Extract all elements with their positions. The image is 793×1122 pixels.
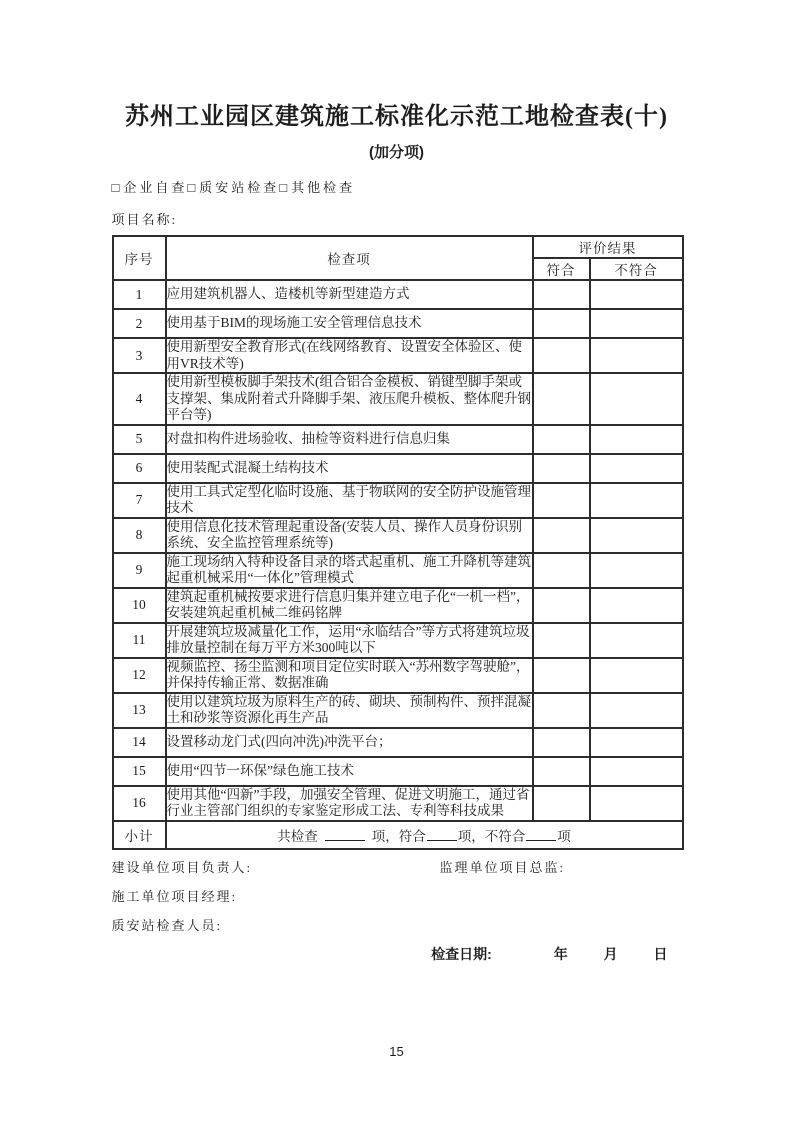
- nonconform-cell: [590, 623, 683, 658]
- conform-cell: [533, 757, 590, 786]
- check-option: [187, 180, 279, 195]
- signature-row-2: [112, 886, 682, 905]
- check-option: [112, 180, 188, 195]
- table-row: [113, 757, 683, 786]
- conform-cell: [533, 309, 590, 338]
- nonconform-header: 不符合: [590, 258, 683, 280]
- row-no: 1: [113, 280, 166, 309]
- nonconform-cell: [590, 309, 683, 338]
- checkbox-icon: □: [111, 180, 123, 195]
- row-no: 14: [113, 728, 166, 757]
- day-label: 日: [653, 945, 668, 962]
- result-header: 评价结果: [533, 236, 683, 258]
- table-row: [113, 588, 683, 623]
- table-row: [113, 786, 683, 821]
- row-no: 6: [113, 454, 166, 483]
- row-text: 建筑起重机械按要求进行信息归集并建立电子化“一机一档”，安装建筑起重机械二维码铭牌: [166, 588, 533, 623]
- nonconform-cell: [590, 786, 683, 821]
- row-text: 对盘扣构件进场验收、抽检等资料进行信息归集: [166, 425, 533, 454]
- row-text: 使用新型安全教育形式(在线网络教育、设置安全体验区、使用VR技术等): [166, 338, 533, 373]
- project-name-label: 项目名称:: [111, 212, 178, 227]
- supervisor-signature-label: 监理单位项目总监:: [439, 859, 566, 875]
- table-row: [113, 728, 683, 757]
- nonconform-cell: [590, 454, 683, 483]
- row-no: 9: [113, 553, 166, 588]
- row-text: 使用其他“四新”手段，加强安全管理、促进文明施工，通过省行业主管部门组织的专家鉴定形成工法、专利等科技成果: [166, 786, 533, 821]
- conform-cell: [533, 425, 590, 454]
- nonconform-cell: [590, 588, 683, 623]
- conform-cell: [533, 518, 590, 553]
- check-option-label: 质安站检查: [199, 180, 280, 195]
- row-text: 施工现场纳入特种设备目录的塔式起重机、施工升降机等建筑起重机械采用“一体化”管理模式: [166, 553, 533, 588]
- conform-cell: [533, 728, 590, 757]
- nonconform-cell: [590, 483, 683, 518]
- conform-cell: [533, 373, 590, 425]
- qa-signature-label: 质安站检查人员:: [111, 917, 223, 933]
- conform-cell: [533, 454, 590, 483]
- subtotal-blank-conform: [427, 828, 457, 841]
- table-row: [113, 309, 683, 338]
- row-text: 使用信息化技术管理起重设备(安装人员、操作人员身份识别系统、安全监控管理系统等): [166, 518, 533, 553]
- nonconform-cell: [590, 373, 683, 425]
- header-row-1: [113, 236, 683, 258]
- row-text: 使用“四节一环保”绿色施工技术: [166, 757, 533, 786]
- subtotal-label: 小计: [113, 821, 166, 849]
- conform-cell: [533, 280, 590, 309]
- row-text: 使用以建筑垃圾为原料生产的砖、砌块、预制构件、预拌混凝土和砂浆等资源化再生产品: [166, 693, 533, 728]
- row-text: 视频监控、扬尘监测和项目定位实时联入“苏州数字驾驶舱”，并保持传输正常、数据准确: [166, 658, 533, 693]
- row-no: 11: [113, 623, 166, 658]
- conform-cell: [533, 693, 590, 728]
- subtotal-part2: 项，符合: [371, 828, 426, 844]
- check-option-label: 其他检查: [291, 180, 356, 195]
- page-title: 苏州工业园区建筑施工标准化示范工地检查表(十): [125, 104, 668, 130]
- conform-header: 符合: [533, 258, 590, 280]
- row-text: 使用新型模板脚手架技术(组合铝合金模板、销键型脚手架或支撑架、集成附着式升降脚手架、液压爬升模板、整体爬升钢平台等): [166, 373, 533, 425]
- subtotal-part3: 项，不符合: [457, 828, 526, 844]
- signature-block: [112, 857, 682, 964]
- conform-cell: [533, 483, 590, 518]
- nonconform-cell: [590, 518, 683, 553]
- contractor-signature-label: 施工单位项目经理:: [111, 888, 238, 904]
- subtotal-part4: 项: [557, 828, 571, 844]
- table-row: [113, 553, 683, 588]
- subtotal-blank-total: [325, 828, 365, 841]
- row-no: 2: [113, 309, 166, 338]
- checkbox-icon: □: [279, 180, 291, 195]
- row-text: 设置移动龙门式(四向冲洗)冲洗平台；: [166, 728, 533, 757]
- conform-cell: [533, 623, 590, 658]
- month-label: 月: [603, 945, 618, 962]
- table-row: [113, 338, 683, 373]
- checklist-body: [113, 280, 683, 821]
- page-subtitle: (加分项): [369, 144, 424, 161]
- nonconform-cell: [590, 728, 683, 757]
- table-row: [113, 693, 683, 728]
- table-row: [113, 658, 683, 693]
- row-no: 8: [113, 518, 166, 553]
- check-option-label: 企业自查: [123, 180, 188, 195]
- conform-cell: [533, 786, 590, 821]
- nonconform-cell: [590, 280, 683, 309]
- signature-row-1: [112, 857, 682, 876]
- table-row: [113, 373, 683, 425]
- inspection-date-label: 检查日期:: [431, 945, 492, 962]
- checklist-table: [112, 235, 684, 850]
- table-row: [113, 518, 683, 553]
- signature-row-3: [112, 915, 682, 934]
- table-row: [113, 454, 683, 483]
- row-text: 使用工具式定型化临时设施、基于物联网的安全防护设施管理技术: [166, 483, 533, 518]
- row-no: 10: [113, 588, 166, 623]
- row-no: 15: [113, 757, 166, 786]
- table-row: [113, 280, 683, 309]
- row-text: 应用建筑机器人、造楼机等新型建造方式: [166, 280, 533, 309]
- page-number: 15: [389, 1044, 404, 1059]
- inspection-date-line: [112, 944, 682, 964]
- nonconform-cell: [590, 338, 683, 373]
- row-no: 3: [113, 338, 166, 373]
- subtotal-row: [113, 821, 683, 849]
- item-header: 检查项: [166, 236, 533, 280]
- subtotal-blank-nonconform: [526, 828, 556, 841]
- row-no: 13: [113, 693, 166, 728]
- nonconform-cell: [590, 553, 683, 588]
- row-no: 16: [113, 786, 166, 821]
- row-text: 使用装配式混凝土结构技术: [166, 454, 533, 483]
- table-row: [113, 623, 683, 658]
- seq-header: 序号: [113, 236, 166, 280]
- subtotal-summary: [166, 821, 683, 849]
- subtotal-part1: 共检查: [277, 828, 318, 844]
- checkbox-icon: □: [187, 180, 199, 195]
- year-label: 年: [553, 945, 568, 962]
- row-no: 4: [113, 373, 166, 425]
- row-no: 7: [113, 483, 166, 518]
- table-row: [113, 483, 683, 518]
- check-option: [279, 180, 355, 195]
- conform-cell: [533, 658, 590, 693]
- conform-cell: [533, 338, 590, 373]
- conform-cell: [533, 588, 590, 623]
- nonconform-cell: [590, 425, 683, 454]
- builder-signature-label: 建设单位项目负责人:: [111, 859, 253, 875]
- row-text: 开展建筑垃圾减量化工作，运用“永临结合”等方式将建筑垃圾排放量控制在每万平方米300吨以下: [166, 623, 533, 658]
- row-no: 12: [113, 658, 166, 693]
- check-type-options: [112, 177, 682, 196]
- row-no: 5: [113, 425, 166, 454]
- nonconform-cell: [590, 693, 683, 728]
- row-text: 使用基于BIM的现场施工安全管理信息技术: [166, 309, 533, 338]
- table-row: [113, 425, 683, 454]
- nonconform-cell: [590, 658, 683, 693]
- nonconform-cell: [590, 757, 683, 786]
- conform-cell: [533, 553, 590, 588]
